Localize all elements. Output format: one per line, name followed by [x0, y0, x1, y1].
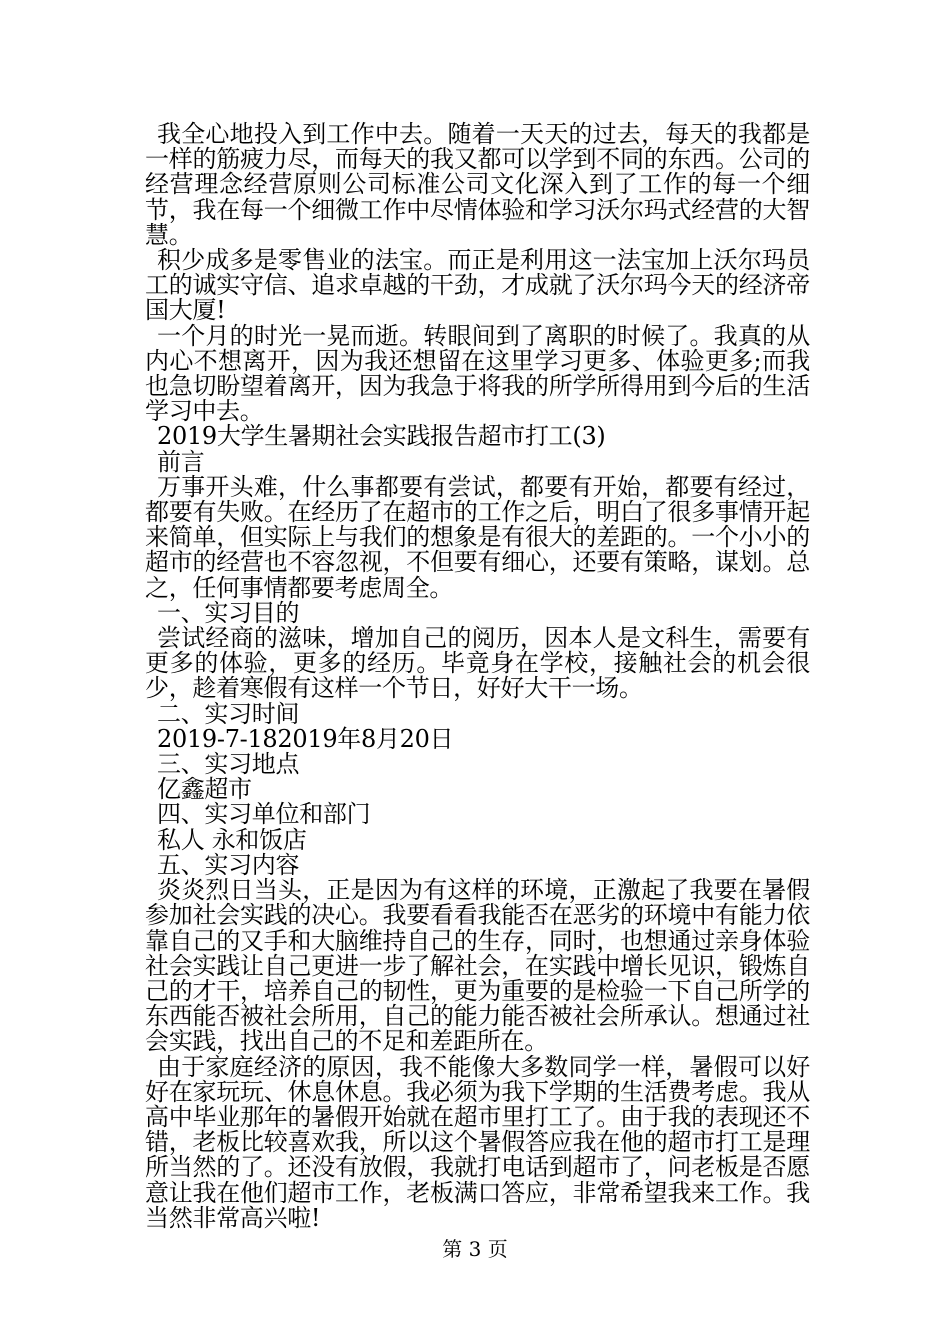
document-body: [145, 122, 810, 1231]
paragraph-family-reason: 由于家庭经济的原因，我不能像大多数同学一样，暑假可以好好在家玩玩、休息休息。我必须为我下学期的生活费考虑。我从高中毕业那年的暑假开始就在超市里打工了。由于我的表现还不错，老板比较喜欢我，所以这个暑假答应我在他的超市打工是理所当然的了。还没有放假，我就打电话到超市了，问老板是否愿意让我在他们超市工作，老板满口答应，非常希望我来工作。我当然非常高兴啦!: [145, 1052, 810, 1232]
report-title: 2019大学生暑期社会实践报告超市打工(3): [157, 422, 606, 451]
heading-preface: 前言: [157, 447, 205, 476]
paragraph-work-devotion: 我全心地投入到工作中去。随着一天天的过去，每天的我都是一样的筋疲力尽，而每天的我又都可以学到不同的东西。公司的经营理念经营原则公司标准公司文化深入到了工作的每一个细节，我在每一个细微工作中尽情体验和学习沃尔玛式经营的大智慧。: [145, 120, 810, 249]
paragraph-content: 炎炎烈日当头，正是因为有这样的环境，正激起了我要在暑假参加社会实践的决心。我要看看我能否在恶劣的环境中有能力依靠自己的又手和大脑维持自己的生存，同时，也想通过亲身体验社会实践让自己更进一步了解社会，在实践中增长见识，锻炼自己的才干，培养自己的韧性，更为重要的是检验一下自己所学的东西能否被社会所用，自己的能力能否被社会所承认。想通过社会实践，找出自己的不足和差距所在。: [145, 876, 810, 1056]
paragraph-time: 2019-7-182019年8月20日: [157, 724, 454, 753]
heading-location: 三、实习地点: [157, 750, 300, 779]
paragraph-location: 亿鑫超市: [157, 775, 252, 804]
heading-purpose: 一、实习目的: [157, 598, 300, 627]
paragraph-retail-treasure: 积少成多是零售业的法宝。而正是利用这一法宝加上沃尔玛员工的诚实守信、追求卓越的干劲，才成就了沃尔玛今天的经济帝国大厦!: [145, 246, 810, 325]
heading-unit: 四、实习单位和部门: [157, 800, 371, 829]
paragraph-leaving: 一个月的时光一晃而逝。转眼间到了离职的时候了。我真的从内心不想离开，因为我还想留在这里学习更多、体验更多;而我也急切盼望着离开，因为我急于将我的所学所得用到今后的生活学习中去。: [145, 321, 810, 426]
paragraph-preface: 万事开头难，什么事都要有尝试，都要有开始，都要有经过，都要有失败。在经历了在超市的工作之后，明白了很多事情开起来简单，但实际上与我们的想象是有很大的差距的。一个小小的超市的经营也不容忽视，不但要有细心，还要有策略，谋划。总之，任何事情都要考虑周全。: [145, 472, 810, 602]
paragraph-unit: 私人 永和饭店: [157, 825, 307, 854]
paragraph-purpose: 尝试经商的滋味，增加自己的阅历，因本人是文科生，需要有更多的体验，更多的经历。毕竟身在学校，接触社会的机会很少，趁着寒假有这样一个节日，好好大干一场。: [145, 624, 810, 703]
heading-content: 五、实习内容: [157, 850, 300, 879]
page-number: 第 3 页: [442, 1237, 508, 1261]
heading-time: 二、实习时间: [157, 699, 300, 728]
